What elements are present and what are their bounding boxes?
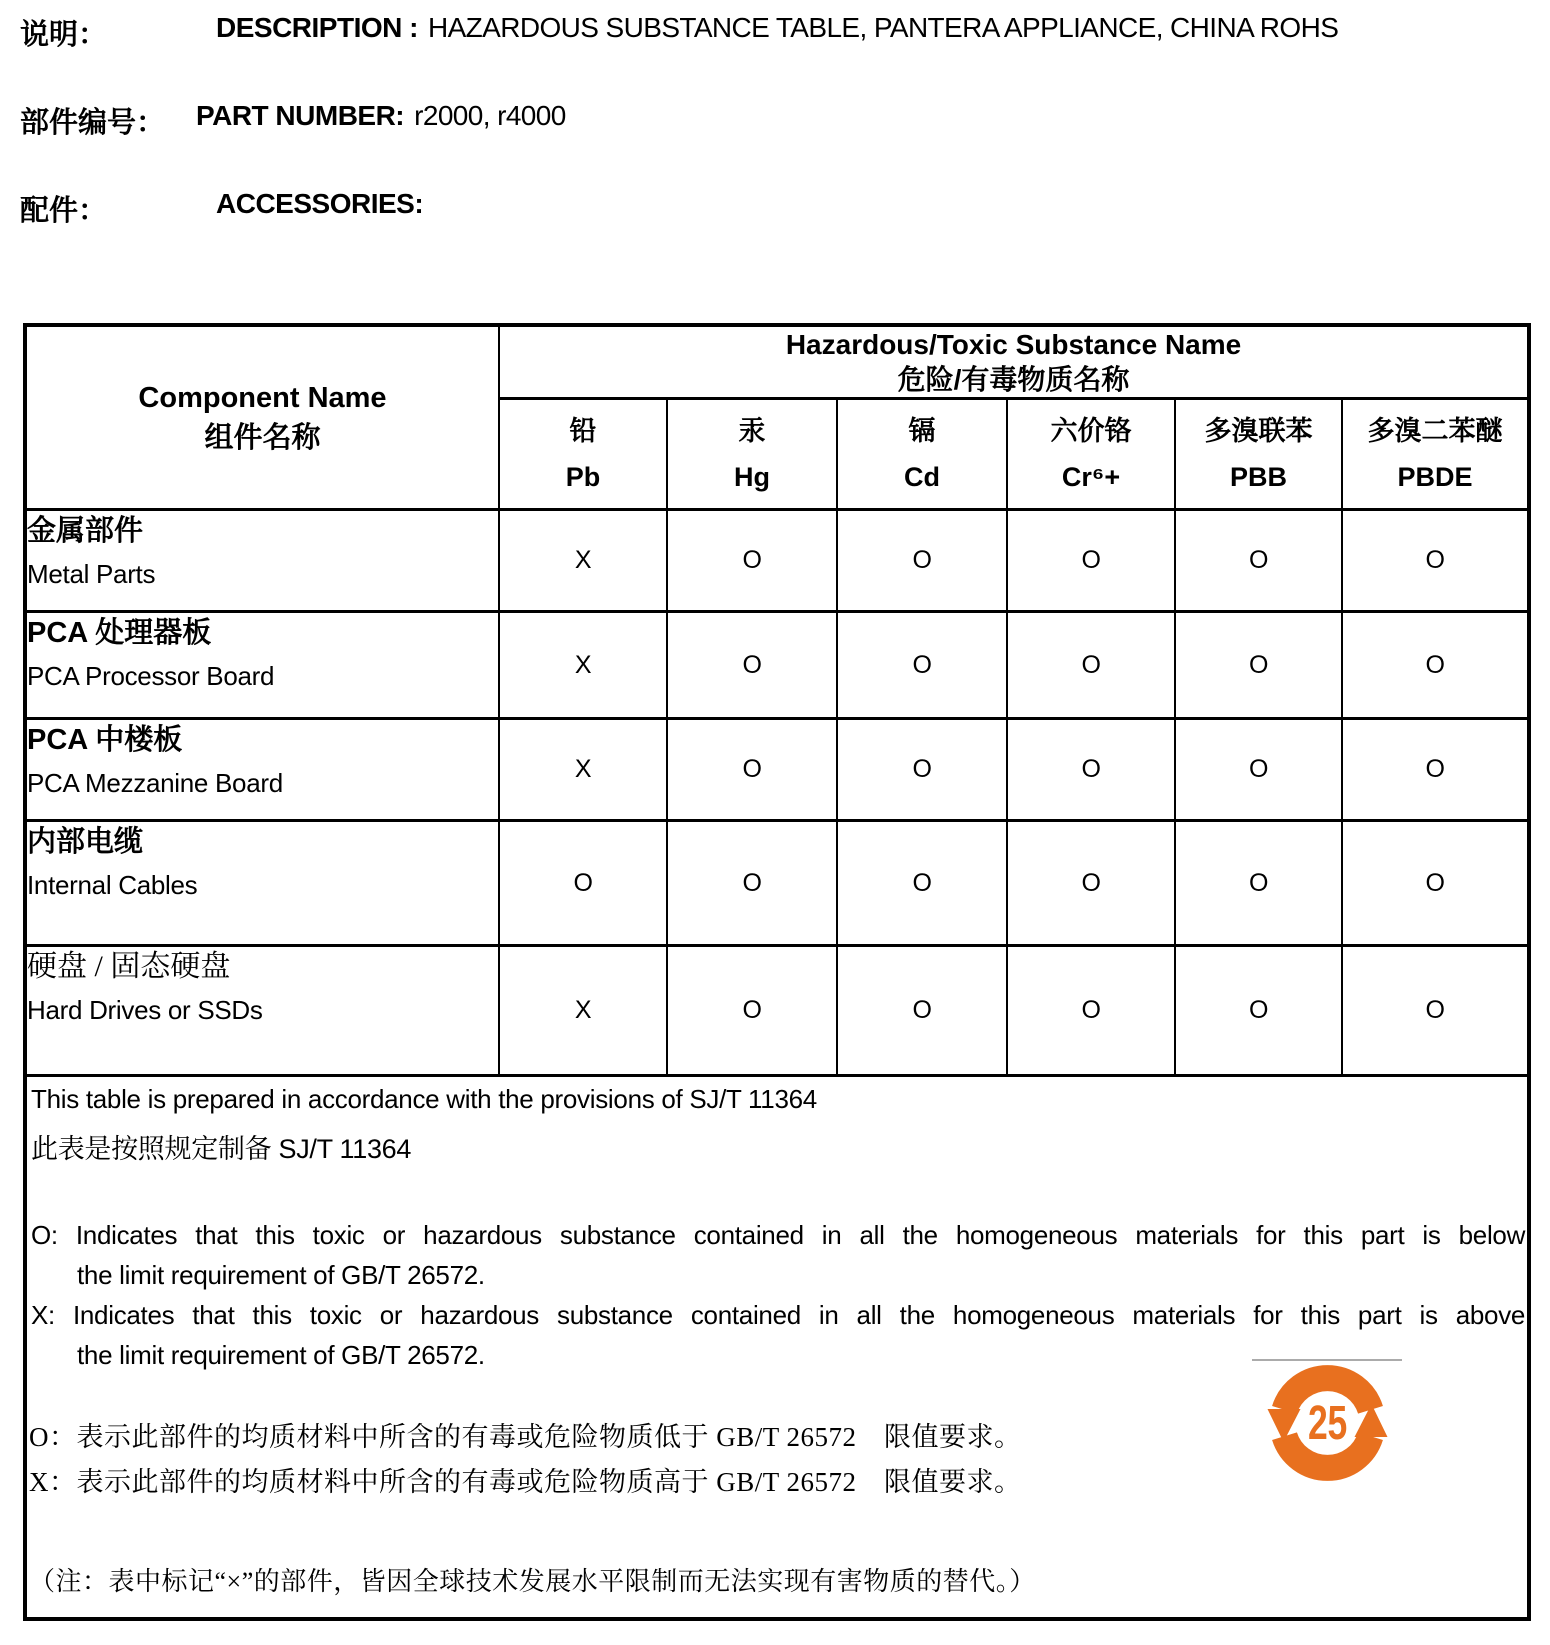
- value-cell: O: [667, 612, 837, 719]
- ox-legend-en: [31, 1215, 1527, 1375]
- table-row-metal-parts: [25, 510, 1529, 612]
- value-cell: O: [667, 719, 837, 821]
- substance-cn: 六价铬: [1050, 416, 1132, 446]
- value-cell: X: [499, 612, 667, 719]
- value-cell: O: [837, 946, 1007, 1076]
- document-header: [20, 12, 1530, 276]
- component-cn: PCA 处理器板: [27, 617, 212, 649]
- substance-header-cr6: [1007, 399, 1175, 510]
- part-number-row: [20, 100, 1530, 141]
- o-note-en-line2: the limit requirement of GB/T 26572.: [77, 1260, 485, 1290]
- component-cell: [25, 821, 499, 946]
- substance-header-hg: [667, 399, 837, 510]
- substance-symbol: PBDE: [1397, 462, 1473, 492]
- component-en: Hard Drives or SSDs: [27, 995, 263, 1025]
- part-number-label-cn: 部件编号：: [20, 107, 166, 139]
- component-cell: [25, 719, 499, 821]
- value-cell: O: [1007, 821, 1175, 946]
- value-cell: O: [1342, 612, 1529, 719]
- component-cell: [25, 946, 499, 1076]
- substance-symbol: Cr⁶+: [1061, 462, 1121, 492]
- value-cell: O: [1342, 821, 1529, 946]
- hazard-name-header-cn: 危险/有毒物质名称: [897, 364, 1130, 395]
- table-row-hard-drives-ssds: [25, 946, 1529, 1076]
- value-cell: O: [1342, 510, 1529, 612]
- substance-cn: 汞: [738, 416, 766, 446]
- x-note-en-line2: the limit requirement of GB/T 26572.: [77, 1340, 485, 1370]
- image-border-line: [1252, 1359, 1402, 1361]
- value-cell: X: [499, 946, 667, 1076]
- value-cell: O: [1007, 719, 1175, 821]
- value-cell: X: [499, 510, 667, 612]
- description-value: HAZARDOUS SUBSTANCE TABLE, PANTERA APPLIANCE, CHINA ROHS: [427, 12, 1339, 43]
- component-en: PCA Processor Board: [27, 661, 275, 691]
- description-label-cn: 说明：: [20, 19, 108, 51]
- hazard-name-header-en: Hazardous/Toxic Substance Name: [785, 329, 1242, 360]
- component-cn: PCA 中楼板: [27, 724, 183, 756]
- substance-header-cd: [837, 399, 1007, 510]
- substance-header-pbb: [1175, 399, 1342, 510]
- value-cell: O: [499, 821, 667, 946]
- table-row-pca-processor-board: [25, 612, 1529, 719]
- value-cell: O: [1007, 612, 1175, 719]
- component-cn: 硬盘 / 固态硬盘: [27, 950, 231, 983]
- substance-symbol: Cd: [904, 462, 940, 492]
- prepared-note-en: This table is prepared in accordance with the provisions of SJ/T 11364: [31, 1084, 817, 1114]
- component-name-header-cn: 组件名称: [204, 421, 321, 454]
- description-label-en: DESCRIPTION :: [216, 12, 418, 43]
- component-cn: 内部电缆: [27, 826, 144, 858]
- value-cell: O: [1342, 946, 1529, 1076]
- part-number-value: r2000, r4000: [414, 100, 566, 131]
- value-cell: O: [1007, 510, 1175, 612]
- value-cell: O: [667, 510, 837, 612]
- value-cell: O: [1175, 719, 1342, 821]
- accessories-label-en: ACCESSORIES:: [216, 188, 424, 219]
- value-cell: O: [1175, 821, 1342, 946]
- description-row: [20, 12, 1530, 53]
- substance-cn: 多溴联苯: [1204, 416, 1313, 446]
- notes-section: [25, 1076, 1529, 1620]
- table-row-internal-cables: [25, 821, 1529, 946]
- x-note-cn: X：表示此部件的均质材料中所含的有毒或危险物质高于 GB/T 26572 限值要求。: [29, 1467, 1022, 1497]
- value-cell: O: [837, 821, 1007, 946]
- substance-cn: 镉: [908, 416, 936, 446]
- prepared-note-cn: 此表是按照规定制备 SJ/T 11364: [31, 1134, 412, 1164]
- component-cell: [25, 510, 499, 612]
- substance-header-pb: [499, 399, 667, 510]
- part-number-label-en: PART NUMBER:: [196, 100, 405, 131]
- component-en: Metal Parts: [27, 559, 156, 589]
- value-cell: O: [667, 821, 837, 946]
- component-cell: [25, 612, 499, 719]
- asterisk-note: （注：表中标记“×”的部件，皆因全球技术发展水平限制而无法实现有害物质的替代。）: [29, 1567, 1036, 1596]
- accessories-label-cn: 配件：: [20, 195, 108, 227]
- value-cell: X: [499, 719, 667, 821]
- value-cell: O: [1007, 946, 1175, 1076]
- substance-cn: 铅: [569, 416, 597, 446]
- substance-header-pbde: [1342, 399, 1529, 510]
- value-cell: O: [1342, 719, 1529, 821]
- component-en: PCA Mezzanine Board: [27, 768, 283, 798]
- value-cell: O: [837, 719, 1007, 821]
- efup-25-recycle-icon: [1260, 1363, 1395, 1483]
- efup-years-text: 25: [1307, 1395, 1348, 1450]
- accessories-row: [20, 188, 1530, 229]
- component-name-header-en: Component Name: [138, 381, 387, 414]
- component-name-header: [25, 325, 499, 510]
- substance-cn: 多溴二苯醚: [1367, 416, 1503, 446]
- value-cell: O: [837, 612, 1007, 719]
- hazardous-substance-table: [23, 323, 1531, 1621]
- substance-symbol: Pb: [565, 462, 601, 492]
- value-cell: O: [837, 510, 1007, 612]
- component-en: Internal Cables: [27, 870, 198, 900]
- component-cn: 金属部件: [27, 515, 144, 547]
- o-note-cn: O：表示此部件的均质材料中所含的有毒或危险物质低于 GB/T 26572 限值要求。: [29, 1422, 1022, 1452]
- value-cell: O: [667, 946, 837, 1076]
- efup-logo-container: [1252, 1359, 1402, 1483]
- hazard-name-header: [499, 325, 1529, 399]
- substance-symbol: Hg: [734, 462, 770, 492]
- value-cell: O: [1175, 946, 1342, 1076]
- substance-symbol: PBB: [1229, 462, 1287, 492]
- o-note-en-line1: O: Indicates that this toxic or hazardous substance contained in all the homogeneous materials for this part is below: [31, 1220, 1526, 1250]
- value-cell: O: [1175, 612, 1342, 719]
- notes-row: [25, 1076, 1529, 1620]
- table-row-pca-mezzanine-board: [25, 719, 1529, 821]
- x-note-en-line1: X: Indicates that this toxic or hazardous substance contained in all the homogeneous materials for this part is above: [31, 1300, 1526, 1330]
- value-cell: O: [1175, 510, 1342, 612]
